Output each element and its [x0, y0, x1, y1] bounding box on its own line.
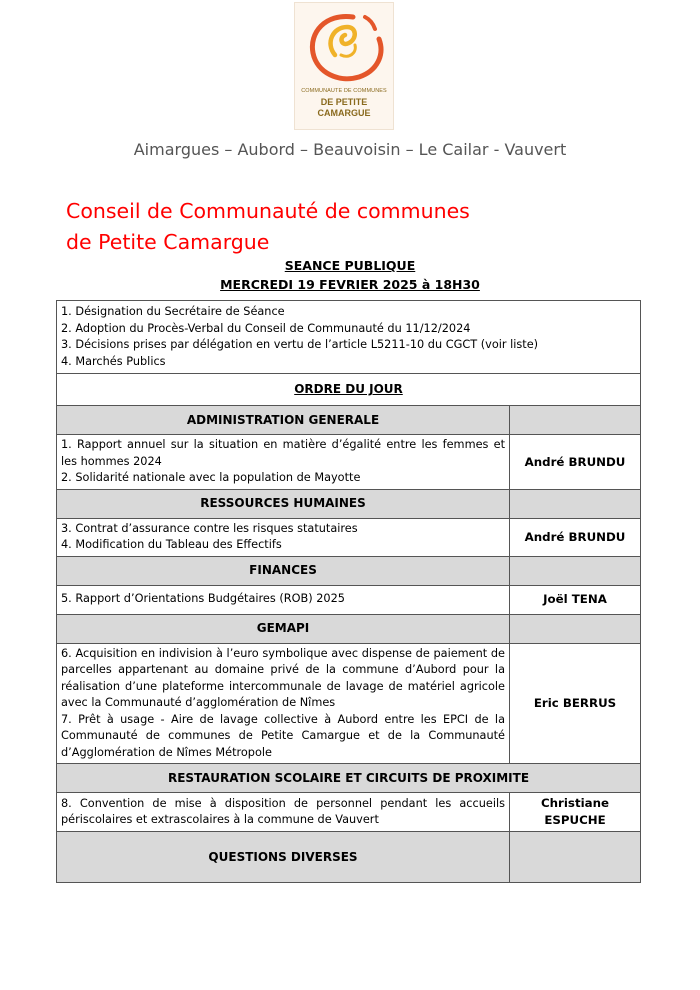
section-heading: ADMINISTRATION GENERALE [57, 406, 510, 435]
questions-diverses-blank [510, 832, 641, 883]
speaker-name [510, 793, 641, 832]
agenda-table [56, 300, 641, 883]
agenda-item: 8. Convention de mise à disposition de personnel pendant les accueils périscolaires et extrascolaires à la commune de Vauvert [61, 796, 505, 826]
preliminary-item: 4. Marchés Publics [61, 354, 166, 368]
section-heading-row [57, 556, 641, 585]
preliminaries-row [57, 301, 641, 374]
preliminary-item: 3. Décisions prises par délégation en vertu de l’article L5211-10 du CGCT (voir liste) [61, 338, 539, 351]
agenda-item: 1. Rapport annuel sur la situation en matière d’égalité entre les femmes et les hommes 2024 [61, 438, 505, 468]
ordre-du-jour-heading: ORDRE DU JOUR [294, 382, 403, 397]
speaker-name: Joël TENA [510, 585, 641, 614]
questions-diverses-row [57, 832, 641, 883]
speaker-name: Eric BERRUS [510, 643, 641, 764]
section-items-row [57, 793, 641, 832]
agenda-item: 7. Prêt à usage - Aire de lavage collective à Aubord entre les EPCI de la Communauté de communes de Petite Camargue et de la Communauté d’Agglomération de Nîmes Métropole [61, 712, 505, 759]
seance-line1: SEANCE PUBLIQUE [284, 258, 416, 273]
communes-list: Aimargues – Aubord – Beauvoisin – Le Cailar - Vauvert [133, 140, 567, 159]
logo-line3: CAMARGUE [317, 108, 371, 118]
section-heading-blank [510, 406, 641, 435]
section-items-row [57, 585, 641, 614]
logo [294, 2, 394, 130]
section-heading: RESSOURCES HUMAINES [57, 489, 510, 518]
seance-line2: MERCREDI 19 FEVRIER 2025 à 18H30 [220, 277, 480, 292]
logo-line2: DE PETITE [320, 97, 368, 107]
ordre-du-jour-row [57, 374, 641, 406]
agenda-item: 6. Acquisition en indivision à l’euro symbolique avec dispense de paiement de parcelles appartenant au domaine privé de la commune d’Aubord pour la réalisation d’une plateforme intercommunale de lavage de matériel agricole avec la Communauté d’agglomération de Nîmes [61, 646, 505, 709]
title-line1: Conseil de Communauté de communes [66, 199, 470, 223]
speaker-name: André BRUNDU [510, 435, 641, 490]
section-items-row [57, 435, 641, 490]
document-title [66, 196, 470, 258]
speaker-first-name: Christiane [541, 796, 609, 810]
section-heading: FINANCES [57, 556, 510, 585]
logo-line1: COMMUNAUTE DE COMMUNES [301, 88, 387, 94]
section-heading-row [57, 489, 641, 518]
section-heading-blank [510, 614, 641, 643]
section-heading-row [57, 614, 641, 643]
questions-diverses-heading: QUESTIONS DIVERSES [57, 832, 510, 883]
section-heading: RESTAURATION SCOLAIRE ET CIRCUITS DE PROXIMITE [57, 764, 641, 793]
section-heading-blank [510, 489, 641, 518]
preliminary-item: 1. Désignation du Secrétaire de Séance [61, 305, 285, 318]
preliminary-item: 2. Adoption du Procès-Verbal du Conseil de Communauté du 11/12/2024 [61, 321, 471, 335]
speaker-name: André BRUNDU [510, 518, 641, 556]
agenda-item: 4. Modification du Tableau des Effectifs [61, 538, 282, 551]
agenda-item: 5. Rapport d’Orientations Budgétaires (ROB) 2025 [61, 592, 345, 606]
section-heading-row [57, 764, 641, 793]
section-heading-row [57, 406, 641, 435]
section-heading: GEMAPI [57, 614, 510, 643]
title-line2: de Petite Camargue [66, 230, 270, 254]
seance-heading [0, 256, 700, 294]
speaker-last-name: ESPUCHE [544, 813, 606, 827]
section-items-row [57, 518, 641, 556]
section-heading-blank [510, 556, 641, 585]
agenda-item: 2. Solidarité nationale avec la population de Mayotte [61, 471, 361, 484]
agenda-item: 3. Contrat d’assurance contre les risques statutaires [61, 521, 358, 535]
section-items-row [57, 643, 641, 764]
